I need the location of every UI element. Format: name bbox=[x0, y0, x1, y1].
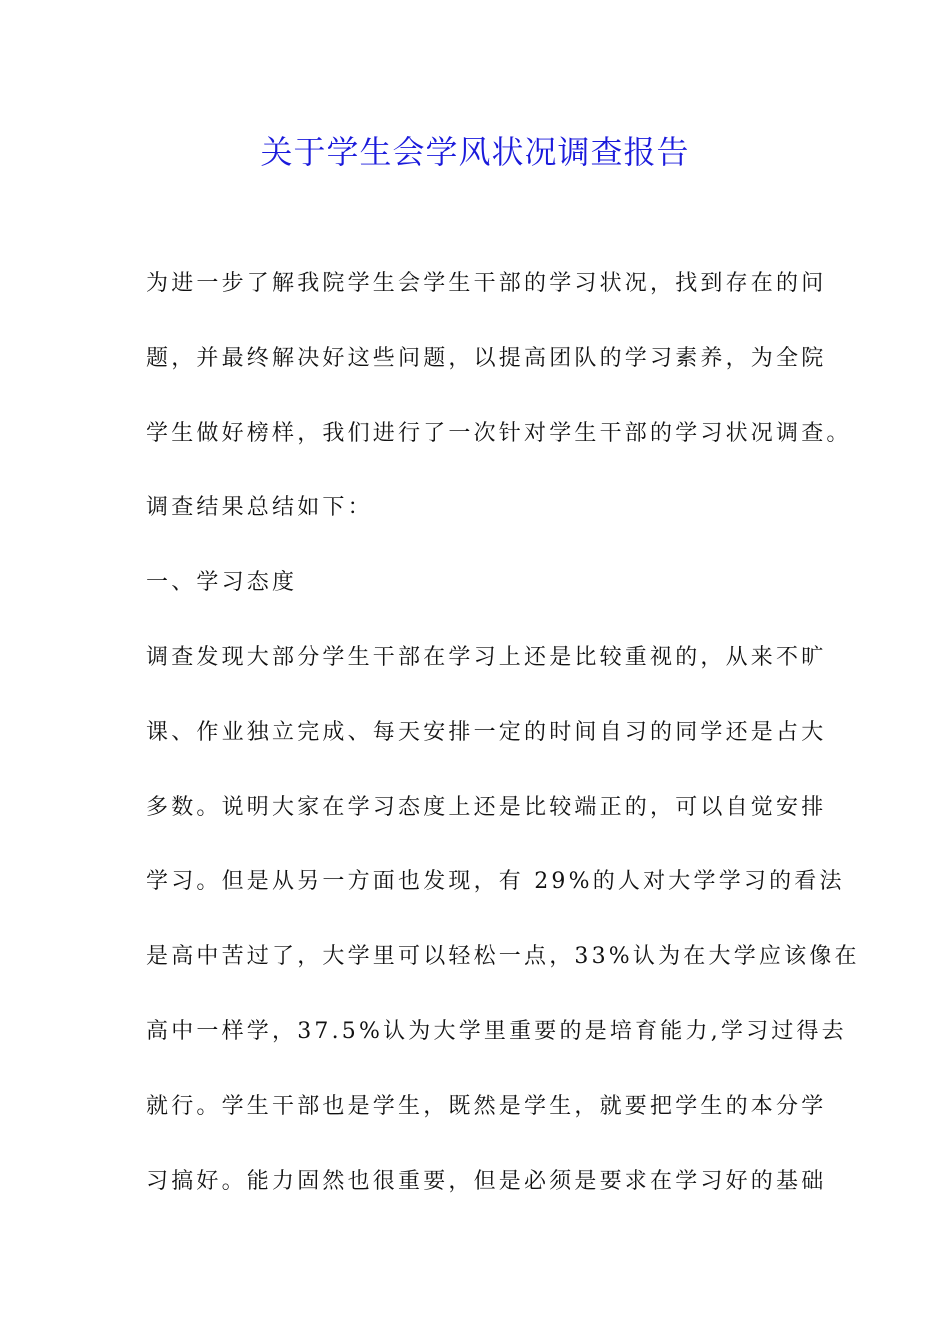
body-line: 就行。学生干部也是学生，既然是学生，就要把学生的本分学 bbox=[146, 1094, 827, 1119]
body-line: 高中一样学，37.5%认为大学里重要的是培育能力,学习过得去 bbox=[146, 1019, 847, 1044]
body-line: 为进一步了解我院学生会学生干部的学习状况，找到存在的问 bbox=[146, 271, 827, 296]
body-line: 题，并最终解决好这些问题，以提高团队的学习素养，为全院 bbox=[146, 346, 827, 371]
section-heading: 一、学习态度 bbox=[146, 570, 298, 595]
body-line: 学生做好榜样，我们进行了一次针对学生干部的学习状况调查。 bbox=[146, 421, 852, 446]
document-title: 关于学生会学风状况调查报告 bbox=[260, 133, 690, 171]
body-line: 是高中苦过了，大学里可以轻松一点，33%认为在大学应该像在 bbox=[146, 944, 860, 969]
body-line: 调查发现大部分学生干部在学习上还是比较重视的，从来不旷 bbox=[146, 645, 827, 670]
body-line: 调查结果总结如下： bbox=[146, 495, 373, 520]
body-line: 学习。但是从另一方面也发现，有 29%的人对大学学习的看法 bbox=[146, 869, 845, 894]
body-line: 课、作业独立完成、每天安排一定的时间自习的同学还是占大 bbox=[146, 720, 827, 745]
body-line: 习搞好。能力固然也很重要，但是必须是要求在学习好的基础 bbox=[146, 1169, 827, 1194]
body-line: 多数。说明大家在学习态度上还是比较端正的，可以自觉安排 bbox=[146, 795, 827, 820]
